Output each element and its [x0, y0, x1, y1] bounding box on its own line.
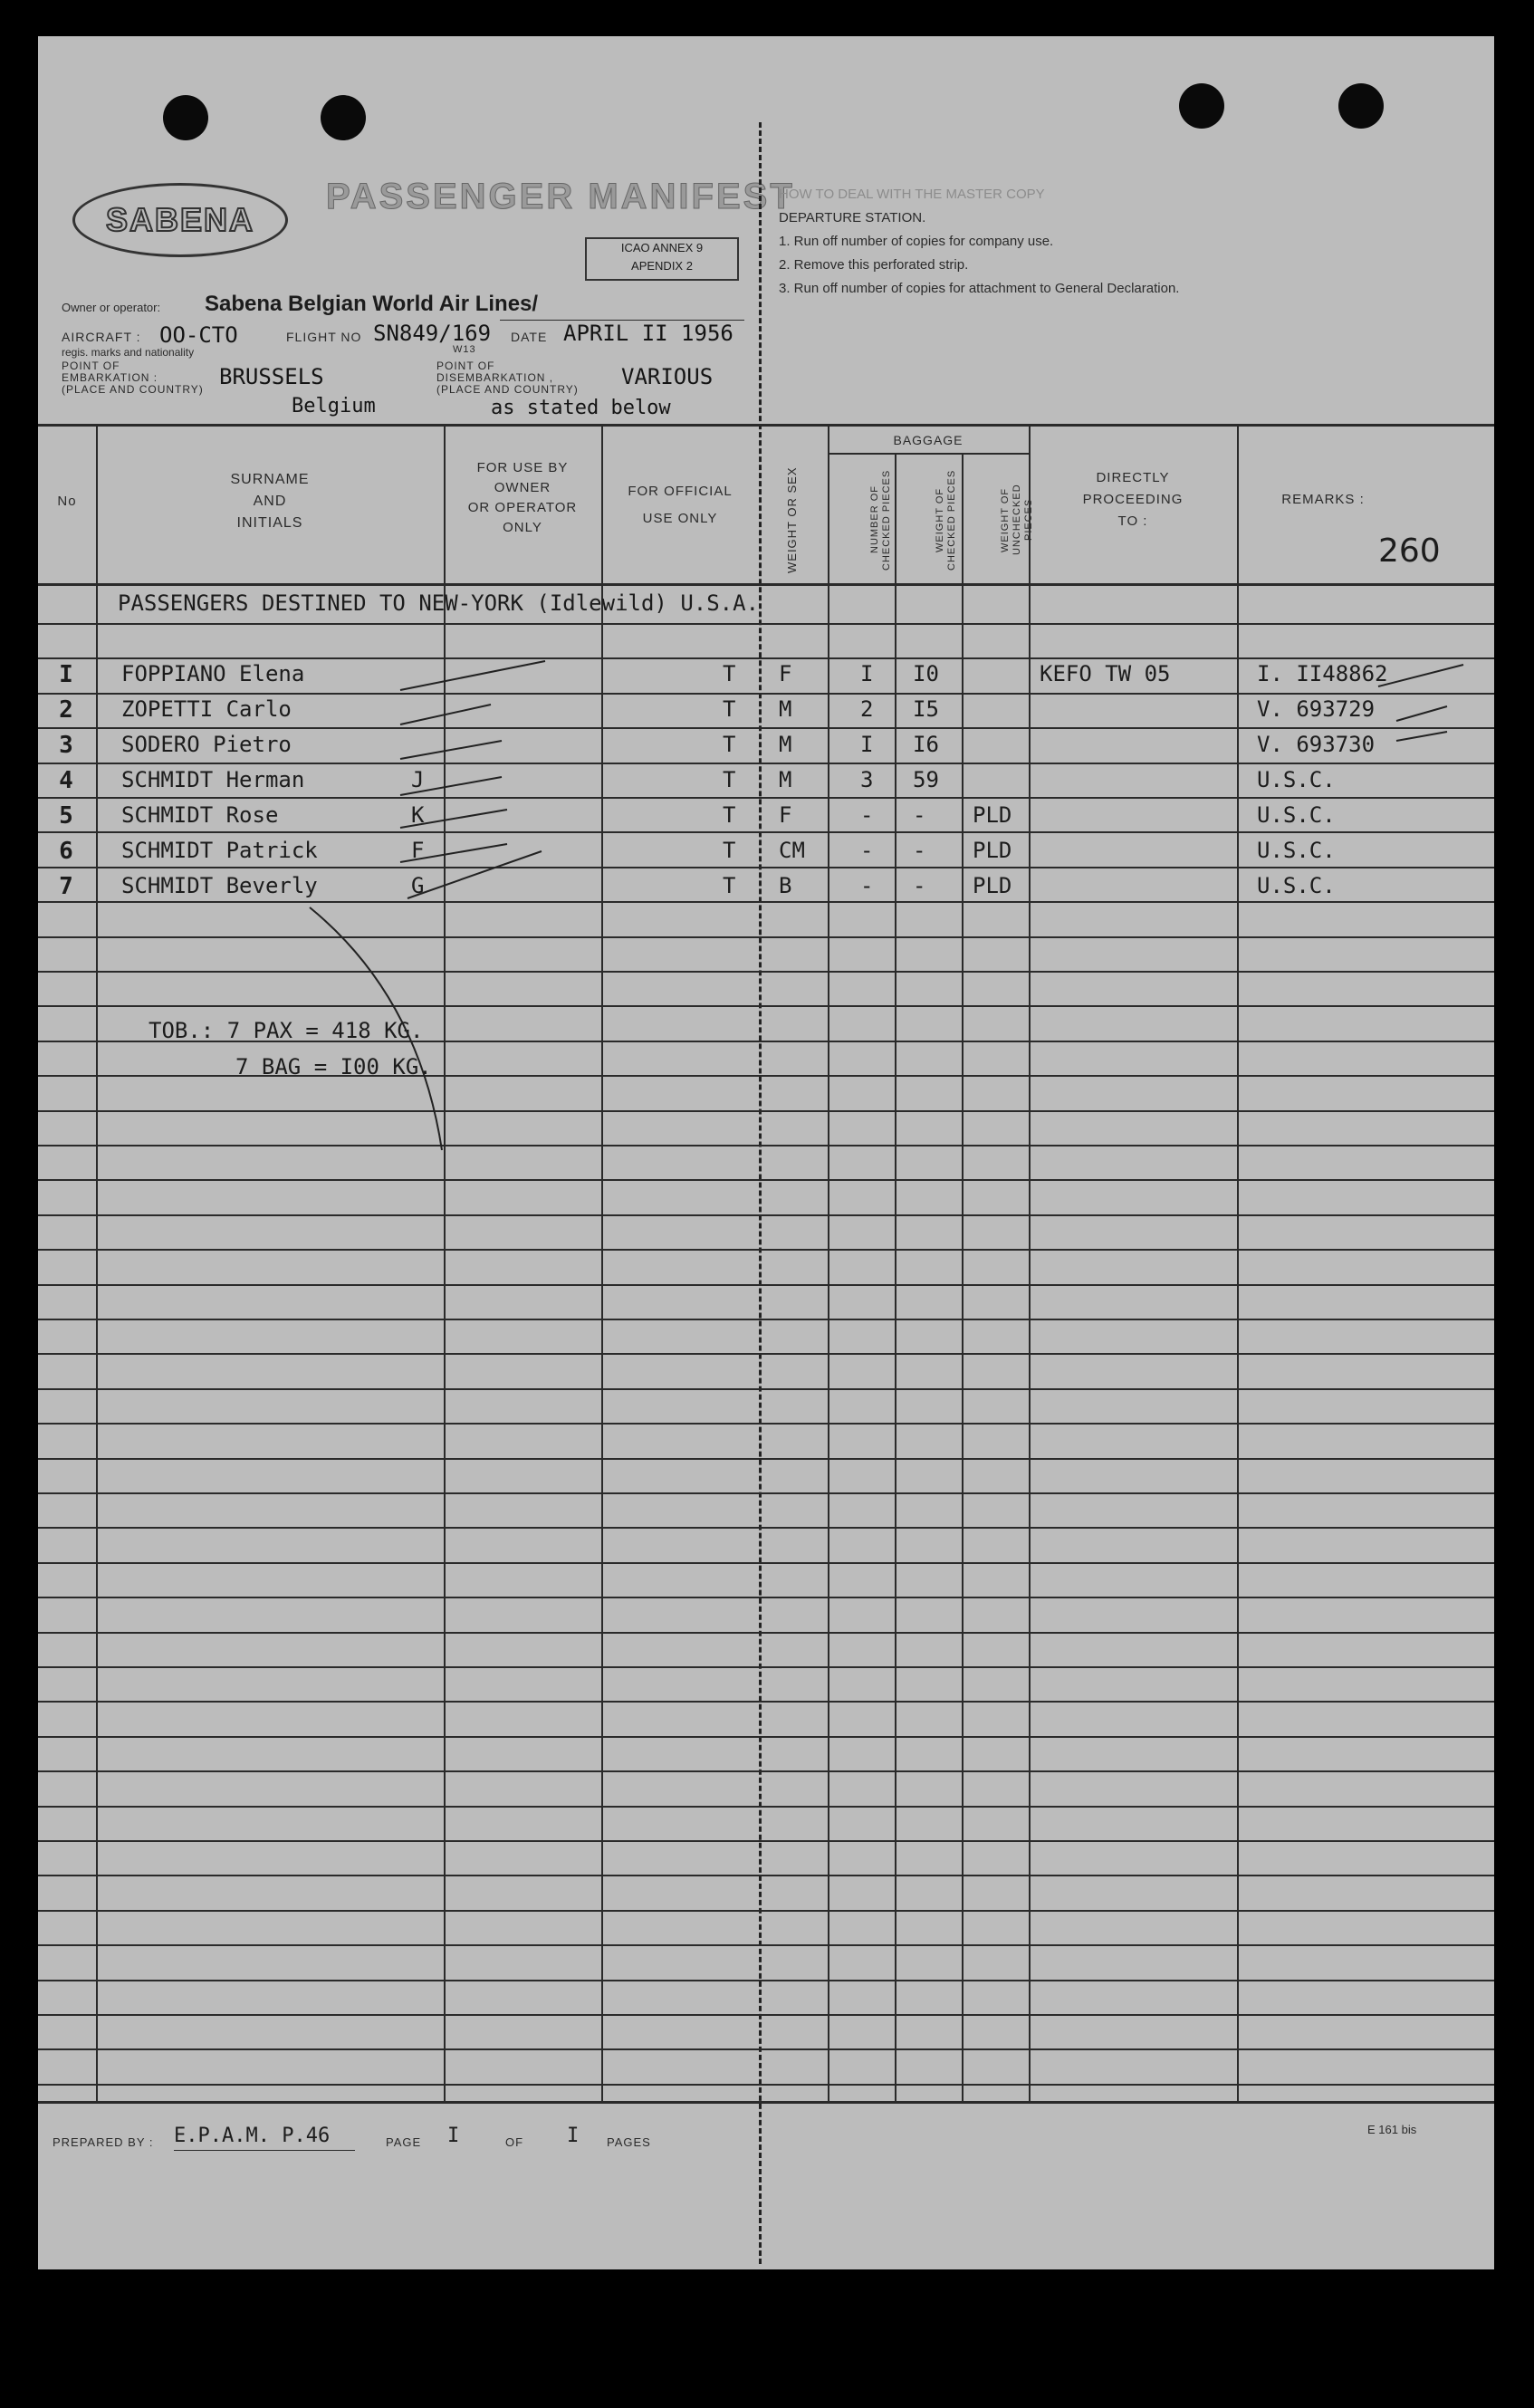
passenger-name: FOPPIANO Elena	[121, 661, 305, 686]
passenger-sex: B	[779, 873, 792, 898]
flight-sub: W13	[453, 344, 476, 355]
col-official-1: FOR OFFICIAL	[628, 484, 733, 499]
annex-line1: ICAO ANNEX 9	[620, 241, 704, 254]
passenger-remarks: I. II48862	[1257, 661, 1388, 686]
instruction-item: 1. Run off number of copies for company use.	[779, 234, 1054, 249]
passenger-remarks: U.S.C.	[1257, 767, 1336, 792]
col-baggage: BAGGAGE	[893, 433, 964, 447]
passenger-sex: M	[779, 696, 792, 722]
passenger-pieces: -	[860, 802, 874, 828]
passenger-pieces: 3	[860, 767, 874, 792]
pencil-check	[1378, 665, 1463, 686]
embarkation-place: BRUSSELS	[219, 364, 324, 389]
pencil-marks	[38, 36, 1494, 1214]
passenger-weight: 59	[913, 767, 939, 792]
col-weight-checked: WEIGHT OF CHECKED PIECES	[935, 469, 957, 571]
table-rule	[38, 1770, 1494, 1772]
passenger-pieces: -	[860, 873, 874, 898]
passenger-no: I	[59, 661, 73, 688]
passenger-remarks: V. 693729	[1257, 696, 1376, 722]
passenger-mark: G	[411, 873, 425, 898]
logo-text: SABENA	[105, 201, 254, 238]
col-surname-2: AND	[253, 494, 287, 509]
page-number: 260	[1378, 532, 1441, 570]
passenger-remarks: V. 693730	[1257, 732, 1376, 757]
passenger-name: SODERO Pietro	[121, 732, 292, 757]
col-num-checked: NUMBER OF CHECKED PIECES	[869, 469, 892, 571]
passenger-wt: T	[723, 873, 736, 898]
passenger-name: SCHMIDT Beverly	[121, 873, 318, 898]
table-rule	[38, 1632, 1494, 1634]
table-rule	[38, 1527, 1494, 1529]
totals-line2: 7 BAG = I00 KG.	[235, 1054, 432, 1079]
prepared-label: PREPARED BY :	[53, 2135, 154, 2149]
destination-line: PASSENGERS DESTINED TO NEW-YORK (Idlewild) U.S.A.	[118, 590, 760, 616]
instructions-station: DEPARTURE STATION.	[779, 210, 926, 225]
pencil-check	[1396, 706, 1447, 721]
passenger-weight: -	[913, 838, 926, 863]
passenger-weight: I5	[913, 696, 939, 722]
passenger-no: 7	[59, 873, 73, 900]
pencil-stroke	[400, 741, 502, 759]
col-no: No	[57, 494, 77, 509]
page-label: PAGE	[386, 2135, 422, 2149]
col-surname-1: SURNAME	[230, 472, 310, 487]
passenger-pieces: 2	[860, 696, 874, 722]
passenger-weight: -	[913, 802, 926, 828]
table-rule	[38, 1458, 1494, 1460]
table-rule	[38, 1875, 1494, 1876]
table-rule	[38, 1597, 1494, 1598]
flight-value: SN849/169	[373, 321, 492, 346]
table-rule	[38, 1284, 1494, 1286]
table-rule	[38, 1492, 1494, 1494]
pages-label: PAGES	[607, 2135, 651, 2149]
passenger-no: 6	[59, 838, 73, 865]
passenger-pieces: I	[860, 732, 874, 757]
disembarkation-country: as stated below	[491, 397, 671, 419]
col-surname-3: INITIALS	[236, 515, 303, 531]
passenger-name: ZOPETTI Carlo	[121, 696, 292, 722]
passenger-sex: M	[779, 767, 792, 792]
table-rule	[38, 1910, 1494, 1912]
pencil-stroke	[310, 907, 442, 1150]
aircraft-label: AIRCRAFT :	[62, 330, 141, 344]
table-rule	[38, 1319, 1494, 1320]
passenger-pieces: -	[860, 838, 874, 863]
regis-label: regis. marks and nationality	[62, 346, 195, 359]
passenger-weight: I6	[913, 732, 939, 757]
passenger-unchecked: PLD	[973, 838, 1012, 863]
table-rule	[38, 1840, 1494, 1842]
footer-top-rule	[38, 2101, 1494, 2104]
passenger-sex: CM	[779, 838, 805, 863]
col-proceeding-1: DIRECTLY	[1096, 470, 1170, 485]
passenger-wt: T	[723, 732, 736, 757]
table-rule	[38, 1701, 1494, 1703]
table-rule	[38, 1214, 1494, 1216]
table-rule	[38, 1388, 1494, 1390]
pencil-stroke	[400, 810, 507, 828]
col-official-2: USE ONLY	[642, 511, 718, 526]
col-proceeding-2: PROCEEDING	[1082, 492, 1184, 507]
table-rule	[38, 1736, 1494, 1738]
passenger-wt: T	[723, 767, 736, 792]
date-label: DATE	[511, 330, 548, 344]
passenger-sex: F	[779, 661, 792, 686]
col-proceeding-3: TO :	[1117, 513, 1148, 529]
table-rule	[38, 2014, 1494, 2016]
passenger-no: 5	[59, 802, 73, 830]
date-value: APRIL II 1956	[563, 321, 733, 346]
col-weight-unchecked: WEIGHT OF UNCHECKED PIECES	[1000, 484, 1034, 556]
table-rule	[38, 1562, 1494, 1564]
passenger-unchecked: PLD	[973, 802, 1012, 828]
passenger-weight: -	[913, 873, 926, 898]
col-owner-2: OWNER	[494, 480, 551, 495]
passenger-wt: T	[723, 661, 736, 686]
col-owner-3: OR OPERATOR	[467, 500, 578, 515]
page-value: I	[447, 2125, 460, 2147]
passenger-proceeding: KEFO TW 05	[1040, 661, 1171, 686]
instruction-item: 2. Remove this perforated strip.	[779, 257, 969, 273]
disembarkation-label-3: (PLACE AND COUNTRY)	[436, 383, 579, 396]
owner-value: Sabena Belgian World Air Lines/	[205, 292, 539, 316]
prepared-underline	[174, 2150, 355, 2151]
table-rule	[38, 1944, 1494, 1946]
passenger-no: 4	[59, 767, 73, 794]
table-rule	[38, 2084, 1494, 2086]
passenger-remarks: U.S.C.	[1257, 838, 1336, 863]
table-rule	[38, 2048, 1494, 2050]
passenger-mark: F	[411, 838, 425, 863]
passenger-name: SCHMIDT Patrick	[121, 838, 318, 863]
pencil-check	[1396, 732, 1447, 741]
pencil-stroke	[400, 777, 502, 795]
table-rule	[38, 1423, 1494, 1425]
manifest-sheet	[38, 36, 1494, 2269]
prepared-value: E.P.A.M. P.46	[174, 2125, 331, 2147]
annex-line2: APENDIX 2	[631, 259, 693, 273]
col-owner-1: FOR USE BY	[476, 460, 569, 475]
table-rule	[38, 1980, 1494, 1981]
col-owner-4: ONLY	[503, 520, 542, 535]
table-rule	[38, 1353, 1494, 1355]
passenger-remarks: U.S.C.	[1257, 873, 1336, 898]
embarkation-country: Belgium	[292, 395, 376, 417]
passenger-name: SCHMIDT Herman	[121, 767, 305, 792]
table-rule	[38, 1806, 1494, 1808]
passenger-wt: T	[723, 838, 736, 863]
totals-line1: TOB.: 7 PAX = 418 KG.	[149, 1018, 424, 1043]
pencil-stroke	[400, 661, 545, 690]
col-remarks: REMARKS :	[1281, 492, 1365, 507]
col-weight-sex: WEIGHT OR SEX	[785, 466, 799, 573]
passenger-name: SCHMIDT Rose	[121, 802, 279, 828]
disembarkation-place: VARIOUS	[621, 364, 714, 389]
embarkation-label-3: (PLACE AND COUNTRY)	[62, 383, 204, 396]
passenger-weight: I0	[913, 661, 939, 686]
passenger-wt: T	[723, 802, 736, 828]
owner-label: Owner or operator:	[62, 301, 161, 314]
passenger-unchecked: PLD	[973, 873, 1012, 898]
of-value: I	[567, 2125, 580, 2147]
passenger-no: 2	[59, 696, 73, 724]
passenger-pieces: I	[860, 661, 874, 686]
disembarkation-label-1: POINT OF	[436, 360, 495, 372]
passenger-sex: F	[779, 802, 792, 828]
flight-label: FLIGHT NO	[286, 330, 362, 344]
pencil-stroke	[400, 844, 507, 862]
pencil-stroke	[400, 705, 491, 724]
of-label: OF	[505, 2135, 524, 2149]
passenger-mark: J	[411, 767, 425, 792]
aircraft-value: OO-CTO	[159, 322, 238, 348]
passenger-no: 3	[59, 732, 73, 759]
passenger-remarks: U.S.C.	[1257, 802, 1336, 828]
document-title: PASSENGER MANIFEST	[326, 177, 795, 216]
passenger-mark: K	[411, 802, 425, 828]
form-code: E 161 bis	[1367, 2123, 1417, 2136]
passenger-sex: M	[779, 732, 792, 757]
passenger-wt: T	[723, 696, 736, 722]
disembarkation-label-2: DISEMBARKATION ,	[436, 371, 554, 384]
embarkation-label-1: POINT OF	[62, 360, 120, 372]
instructions-title: HOW TO DEAL WITH THE MASTER COPY	[779, 187, 1045, 202]
table-rule	[38, 1249, 1494, 1251]
instruction-item: 3. Run off number of copies for attachment to General Declaration.	[779, 281, 1180, 296]
table-rule	[38, 1666, 1494, 1668]
embarkation-label-2: EMBARKATION :	[62, 371, 158, 384]
